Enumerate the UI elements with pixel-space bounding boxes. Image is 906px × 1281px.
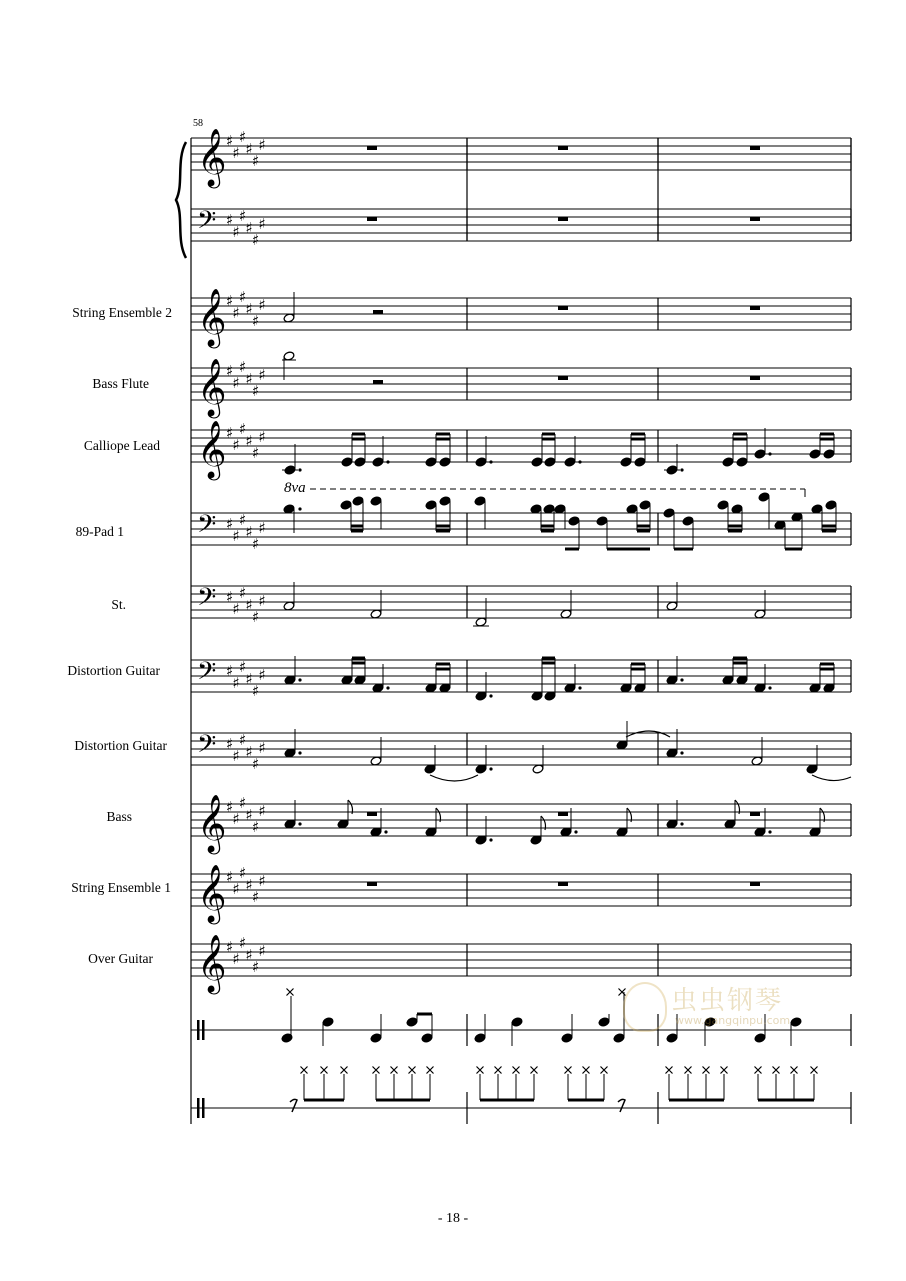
sharp-icon: ♯ [258, 739, 266, 757]
percussion-clef-icon [197, 1098, 200, 1118]
sharp-icon: ♯ [239, 794, 247, 812]
sharp-icon: ♯ [252, 682, 260, 700]
note-dot [768, 686, 771, 689]
sharp-icon: ♯ [226, 938, 234, 956]
note-dot [298, 507, 301, 510]
sharp-icon: ♯ [232, 810, 240, 828]
watermark-sub: www.gangqinpu.com [675, 1014, 791, 1027]
notehead [340, 500, 352, 510]
notehead [717, 500, 729, 510]
sharp-icon: ♯ [245, 743, 253, 761]
sharp-icon: ♯ [232, 144, 240, 162]
sharp-icon: ♯ [239, 731, 247, 749]
sharp-icon: ♯ [245, 876, 253, 894]
notehead [568, 516, 580, 526]
whole-rest-icon [750, 146, 760, 150]
notehead [370, 496, 382, 506]
sharp-icon: ♯ [239, 584, 247, 602]
note-dot [578, 460, 581, 463]
sharp-icon: ♯ [258, 136, 266, 154]
treble-clef-icon: 𝄞 [197, 288, 227, 346]
label-distortion-guitar-2: Distortion Guitar [74, 738, 167, 753]
x-notehead [773, 1067, 780, 1074]
notehead [475, 457, 487, 467]
eighth-rest-icon [290, 1099, 297, 1112]
label-string-ensemble-1: String Ensemble 1 [71, 880, 171, 895]
whole-rest-icon [367, 812, 377, 816]
x-notehead [321, 1067, 328, 1074]
note-dot [386, 460, 389, 463]
page-number: - 18 - [437, 1211, 469, 1226]
sharp-icon: ♯ [239, 864, 247, 882]
note-dot [298, 822, 301, 825]
ottava-mark: 8va [284, 480, 306, 496]
sharp-icon: ♯ [252, 888, 260, 906]
sharp-icon: ♯ [226, 211, 234, 229]
sharp-icon: ♯ [252, 608, 260, 626]
sharp-icon: ♯ [226, 662, 234, 680]
treble-clef-icon: 𝄞 [197, 358, 227, 416]
x-notehead [601, 1067, 608, 1074]
whole-rest-icon [750, 306, 760, 310]
measure-number: 58 [193, 118, 203, 129]
x-notehead [373, 1067, 380, 1074]
tie [626, 731, 670, 737]
x-notehead [287, 989, 294, 996]
sharp-icon: ♯ [245, 140, 253, 158]
notehead [663, 508, 675, 518]
sharp-icon: ♯ [258, 215, 266, 233]
note-dot [298, 678, 301, 681]
whole-rest-icon [750, 217, 760, 221]
x-notehead [427, 1067, 434, 1074]
sharp-icon: ♯ [258, 296, 266, 314]
x-notehead [495, 1067, 502, 1074]
x-notehead [341, 1067, 348, 1074]
sharp-icon: ♯ [239, 358, 247, 376]
label-st: St. [111, 597, 126, 612]
whole-rest-icon [367, 146, 377, 150]
bass-clef-icon: 𝄢 [197, 206, 217, 241]
sharp-icon: ♯ [258, 519, 266, 537]
notehead [823, 449, 835, 459]
sharp-icon: ♯ [245, 370, 253, 388]
sharp-icon: ♯ [245, 523, 253, 541]
whole-rest-icon [558, 882, 568, 886]
notehead [722, 457, 734, 467]
notehead [425, 500, 437, 510]
treble-clef-icon: 𝄞 [197, 864, 227, 922]
sharp-icon: ♯ [226, 798, 234, 816]
watermark [623, 978, 813, 1038]
sharp-icon: ♯ [258, 802, 266, 820]
sharp-icon: ♯ [258, 872, 266, 890]
label-calliope-lead: Calliope Lead [83, 438, 160, 453]
notehead [474, 1033, 486, 1043]
notehead [531, 457, 543, 467]
sharp-icon: ♯ [232, 374, 240, 392]
notehead [341, 457, 353, 467]
sharp-icon: ♯ [239, 207, 247, 225]
treble-clef-icon: 𝄞 [197, 420, 227, 478]
notehead [682, 516, 694, 526]
watermark-logo-icon [623, 982, 667, 1032]
label-distortion-guitar-1: Distortion Guitar [67, 663, 160, 678]
notehead [439, 457, 451, 467]
whole-rest-icon [558, 376, 568, 380]
sharp-icon: ♯ [232, 436, 240, 454]
sharp-icon: ♯ [226, 588, 234, 606]
watermark-main: 虫虫钢琴 [671, 986, 784, 1016]
percussion-clef-icon [202, 1020, 205, 1040]
notehead [639, 500, 651, 510]
percussion-clef-icon [202, 1098, 205, 1118]
x-notehead [477, 1067, 484, 1074]
sharp-icon: ♯ [245, 300, 253, 318]
sharp-icon: ♯ [226, 868, 234, 886]
sharp-icon: ♯ [258, 428, 266, 446]
treble-clef-icon: 𝄞 [197, 934, 227, 992]
note-dot [298, 751, 301, 754]
sharp-icon: ♯ [258, 666, 266, 684]
notehead [758, 492, 770, 502]
whole-rest-icon [367, 217, 377, 221]
sharp-icon: ♯ [232, 600, 240, 618]
x-notehead [301, 1067, 308, 1074]
sharp-icon: ♯ [239, 128, 247, 146]
whole-rest-icon [558, 306, 568, 310]
notehead [421, 1033, 433, 1043]
x-notehead [409, 1067, 416, 1074]
sharp-icon: ♯ [239, 288, 247, 306]
x-notehead [811, 1067, 818, 1074]
sharp-icon: ♯ [232, 950, 240, 968]
whole-rest-icon [558, 217, 568, 221]
whole-rest-icon [558, 146, 568, 150]
x-notehead [513, 1067, 520, 1074]
note-dot [384, 830, 387, 833]
notehead [406, 1017, 418, 1027]
bass-clef-icon: 𝄢 [197, 657, 217, 692]
sharp-icon: ♯ [226, 424, 234, 442]
sharp-icon: ♯ [232, 527, 240, 545]
bass-clef-icon: 𝄢 [197, 583, 217, 618]
note-dot [489, 694, 492, 697]
notehead [564, 457, 576, 467]
sharp-icon: ♯ [232, 674, 240, 692]
label-string-ensemble-2: String Ensemble 2 [72, 305, 172, 320]
label-bass-flute: Bass Flute [92, 376, 149, 391]
note-dot [768, 830, 771, 833]
x-notehead [565, 1067, 572, 1074]
sharp-icon: ♯ [252, 152, 260, 170]
sharp-icon: ♯ [258, 366, 266, 384]
sharp-icon: ♯ [258, 942, 266, 960]
sharp-icon: ♯ [245, 432, 253, 450]
x-notehead [391, 1067, 398, 1074]
note-dot [386, 686, 389, 689]
whole-rest-icon [367, 882, 377, 886]
notehead [352, 496, 364, 506]
sharp-icon: ♯ [245, 219, 253, 237]
sharp-icon: ♯ [252, 382, 260, 400]
note-dot [680, 678, 683, 681]
label-89-pad-1: 89-Pad 1 [75, 524, 124, 539]
note-dot [680, 822, 683, 825]
sharp-icon: ♯ [226, 362, 234, 380]
sharp-icon: ♯ [232, 223, 240, 241]
whole-rest-icon [558, 812, 568, 816]
sharp-icon: ♯ [252, 535, 260, 553]
whole-rest-icon [750, 882, 760, 886]
sharp-icon: ♯ [245, 806, 253, 824]
sharp-icon: ♯ [232, 304, 240, 322]
note-dot [489, 838, 492, 841]
sharp-icon: ♯ [226, 735, 234, 753]
sharp-icon: ♯ [239, 420, 247, 438]
tie [430, 775, 478, 781]
notehead [561, 1033, 573, 1043]
x-notehead [666, 1067, 673, 1074]
note-dot [298, 468, 301, 471]
sharp-icon: ♯ [258, 592, 266, 610]
note-dot [489, 460, 492, 463]
notehead [544, 457, 556, 467]
sharp-icon: ♯ [252, 444, 260, 462]
sharp-icon: ♯ [252, 958, 260, 976]
brace [176, 142, 186, 258]
notehead [322, 1017, 334, 1027]
notehead [596, 516, 608, 526]
sharp-icon: ♯ [232, 747, 240, 765]
label-over-guitar: Over Guitar [88, 951, 153, 966]
eighth-rest-icon [618, 1099, 625, 1112]
x-notehead [531, 1067, 538, 1074]
notehead [825, 500, 837, 510]
sharp-icon: ♯ [245, 946, 253, 964]
note-dot [680, 468, 683, 471]
note-dot [578, 686, 581, 689]
tie [812, 775, 851, 781]
x-notehead [791, 1067, 798, 1074]
sharp-icon: ♯ [239, 658, 247, 676]
note-dot [680, 751, 683, 754]
whole-rest-icon [750, 812, 760, 816]
notehead [439, 496, 451, 506]
notehead [620, 457, 632, 467]
notehead [809, 449, 821, 459]
whole-rest-icon [750, 376, 760, 380]
label-bass: Bass [106, 809, 132, 824]
x-notehead [721, 1067, 728, 1074]
sharp-icon: ♯ [232, 880, 240, 898]
sharp-icon: ♯ [245, 596, 253, 614]
x-notehead [755, 1067, 762, 1074]
notehead [598, 1017, 610, 1027]
x-notehead [583, 1067, 590, 1074]
treble-clef-icon: 𝄞 [197, 128, 227, 186]
notehead [372, 457, 384, 467]
half-rest-icon [373, 310, 383, 314]
sharp-icon: ♯ [252, 231, 260, 249]
notehead [754, 449, 766, 459]
sharp-icon: ♯ [239, 934, 247, 952]
half-rest-icon [373, 380, 383, 384]
note-dot [574, 830, 577, 833]
notehead [474, 496, 486, 506]
notehead [370, 1033, 382, 1043]
notehead [634, 457, 646, 467]
sharp-icon: ♯ [252, 818, 260, 836]
sharp-icon: ♯ [245, 670, 253, 688]
percussion-clef-icon [197, 1020, 200, 1040]
note-dot [489, 767, 492, 770]
sharp-icon: ♯ [226, 132, 234, 150]
notehead [511, 1017, 523, 1027]
sharp-icon: ♯ [252, 312, 260, 330]
bass-clef-icon: 𝄢 [197, 730, 217, 765]
notehead [425, 457, 437, 467]
sharp-icon: ♯ [239, 511, 247, 529]
notehead [354, 457, 366, 467]
notehead [736, 457, 748, 467]
note-dot [768, 452, 771, 455]
bass-clef-icon: 𝄢 [197, 510, 217, 545]
x-notehead [685, 1067, 692, 1074]
sharp-icon: ♯ [226, 515, 234, 533]
sharp-icon: ♯ [252, 755, 260, 773]
sharp-icon: ♯ [226, 292, 234, 310]
treble-clef-icon: 𝄞 [197, 794, 227, 852]
x-notehead [703, 1067, 710, 1074]
